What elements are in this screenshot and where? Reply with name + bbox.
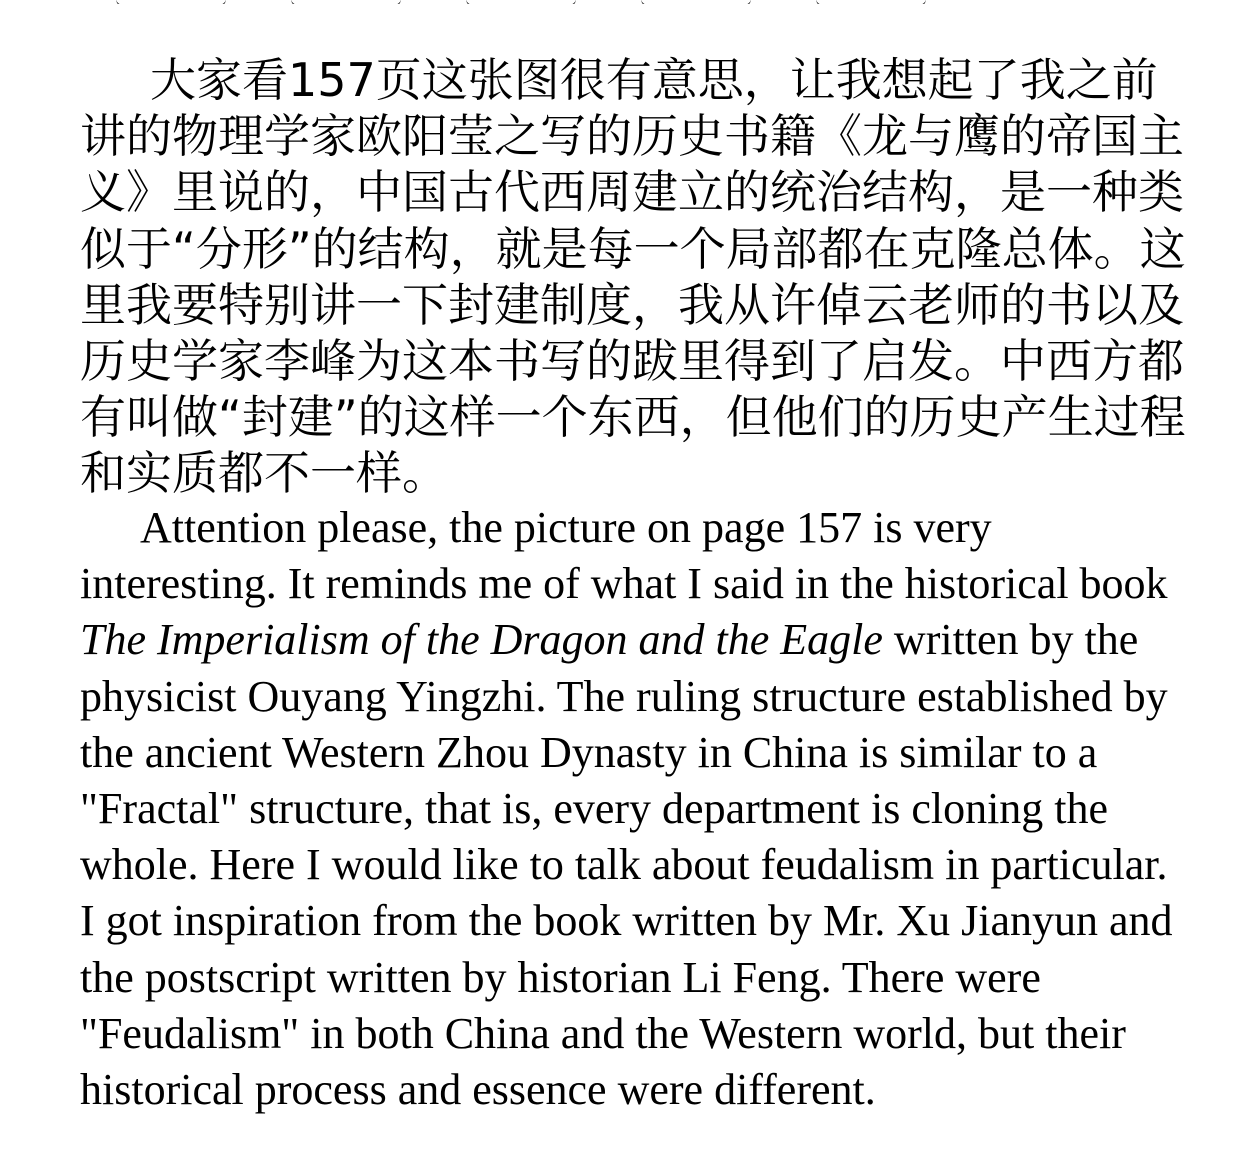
cropped-text-fragment (116, 0, 1116, 4)
chinese-paragraph: 大家看157页这张图很有意思，让我想起了我之前讲的物理学家欧阳莹之写的历史书籍《龙与鹰的帝国主义》里说的，中国古代西周建立的统治结构，是一种类似于“分形”的结构，就是每一个局部都在克隆总体。这里我要特别讲一下封建制度，我从许倬云老师的书以及历史学家李峰为这本书写的跋里得到了启发。中西方都有叫做“封建”的这样一个东西，但他们的历史产生过程和实质都不一样。 (80, 53, 1186, 501)
book-title: The Imperialism of the Dragon and the Eagle (80, 615, 883, 665)
english-text-after-title: written by the physicist Ouyang Yingzhi. The ruling structure established by the ancient Western Zhou Dynasty in China is similar to a "Fractal" structure, that is, every department is cloning the whole. Here I would like to talk about feudalism in particular. I got inspiration from the book written by Mr. Xu Jianyun and the postscript written by historian Li Feng. There were "Feudalism" in both China and the Western world, but their historical process and essence were different. (80, 615, 1173, 1115)
english-paragraph (80, 500, 1190, 1118)
english-text-before-title: Attention please, the picture on page 157 is very interesting. It reminds me of what I said in the historical book (80, 503, 1168, 609)
